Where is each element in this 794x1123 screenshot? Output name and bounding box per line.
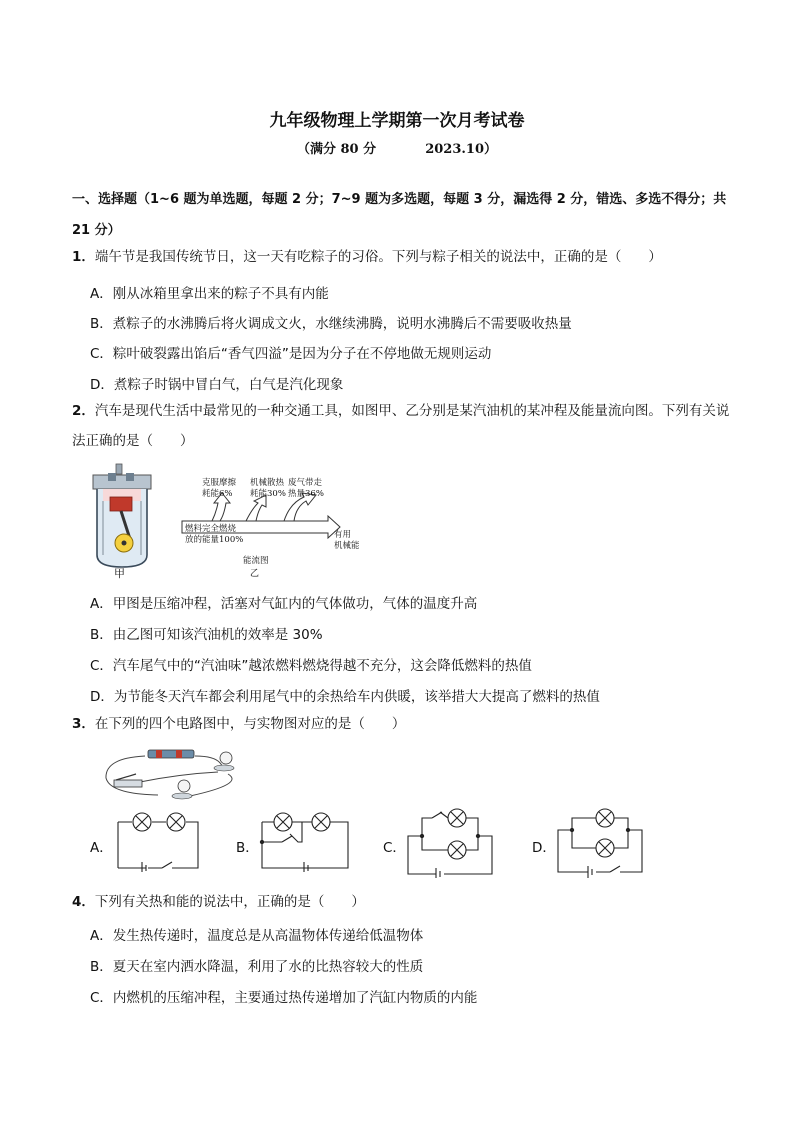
figure-label-jia: 甲 bbox=[114, 567, 125, 580]
loss-exhaust-label: 废气带走 热量36% bbox=[288, 478, 324, 499]
section-heading: 一、选择题（1~6 题为单选题，每题 2 分；7~9 题为多选题，每题 3 分，漏选得 2 分，错选、多选不得分；共 21 分） bbox=[72, 192, 727, 238]
circuit-diagram-d bbox=[556, 806, 646, 878]
circuit-diagram-c bbox=[404, 806, 496, 878]
physical-circuit-figure bbox=[100, 744, 250, 802]
q2-option-a: A．甲图是压缩冲程，活塞对气缸内的气体做功，气体的温度升高 bbox=[90, 596, 478, 612]
question-stem: 下列有关热和能的说法中，正确的是（ ） bbox=[94, 894, 365, 910]
q3-choice-d-label: D． bbox=[532, 840, 556, 856]
q1-option-a: A．刚从冰箱里拿出来的粽子不具有内能 bbox=[90, 286, 329, 302]
q3-choice-a-label: A． bbox=[90, 840, 113, 856]
question-stem: 端午节是我国传统节日，这一天有吃粽子的习俗。下列与粽子相关的说法中，正确的是（ ） bbox=[94, 249, 662, 265]
circuit-diagram-b bbox=[258, 810, 350, 872]
q1-option-c: C．粽叶破裂露出馅后“香气四溢”是因为分子在不停地做无规则运动 bbox=[90, 346, 492, 362]
question-number: 1． bbox=[72, 249, 95, 265]
input-energy-label: 燃料完全燃烧 放的能量100% bbox=[185, 524, 244, 545]
exam-title: 九年级物理上学期第一次月考试卷 bbox=[269, 111, 525, 131]
full-score: （满分 80 分 bbox=[296, 142, 377, 157]
figure-label-yi: 乙 bbox=[250, 569, 260, 579]
question-number: 2． bbox=[72, 403, 95, 419]
useful-energy-label: 有用 机械能 bbox=[334, 530, 360, 551]
q1-option-d: D．煮粽子时锅中冒白气，白气是汽化现象 bbox=[90, 377, 344, 393]
question-number: 3． bbox=[72, 716, 95, 732]
q2-option-d: D．为节能冬天汽车都会利用尾气中的余热给车内供暖，该举措大大提高了燃料的热值 bbox=[90, 689, 600, 705]
loss-heat-label: 机械散热 耗能30% bbox=[250, 478, 286, 499]
engine-cylinder-figure bbox=[88, 463, 158, 575]
q4-option-a: A．发生热传递时，温度总是从高温物体传递给低温物体 bbox=[90, 928, 424, 944]
question-3 bbox=[72, 709, 732, 739]
question-2 bbox=[72, 396, 732, 456]
question-number: 4． bbox=[72, 894, 95, 910]
q3-choice-c-label: C． bbox=[383, 840, 406, 856]
question-stem: 汽车是现代生活中最常见的一种交通工具，如图甲、乙分别是某汽油机的某冲程及能量流向图。下列有关说法正确的是（ ） bbox=[72, 403, 730, 449]
q4-option-b: B．夏天在室内洒水降温，利用了水的比热容较大的性质 bbox=[90, 959, 424, 975]
question-1 bbox=[72, 242, 732, 272]
loss-friction-label: 克服摩擦 耗能6% bbox=[202, 478, 237, 499]
q3-choice-b-label: B． bbox=[236, 840, 259, 856]
question-stem: 在下列的四个电路图中，与实物图对应的是（ ） bbox=[94, 716, 406, 732]
q4-option-c: C．内燃机的压缩冲程，主要通过热传递增加了汽缸内物质的内能 bbox=[90, 990, 478, 1006]
q2-option-c: C．汽车尾气中的“汽油味”越浓燃料燃烧得越不充分，这会降低燃料的热值 bbox=[90, 658, 532, 674]
q1-option-b: B．煮粽子的水沸腾后将火调成文火，水继续沸腾，说明水沸腾后不需要吸收热量 bbox=[90, 316, 572, 332]
exam-date: 2023.10） bbox=[425, 142, 498, 157]
circuit-diagram-a bbox=[116, 810, 200, 872]
q2-option-b: B．由乙图可知该汽油机的效率是 30% bbox=[90, 627, 323, 643]
question-4 bbox=[72, 887, 732, 917]
exam-subtitle bbox=[0, 138, 794, 157]
flow-caption: 能流图 bbox=[243, 556, 269, 566]
